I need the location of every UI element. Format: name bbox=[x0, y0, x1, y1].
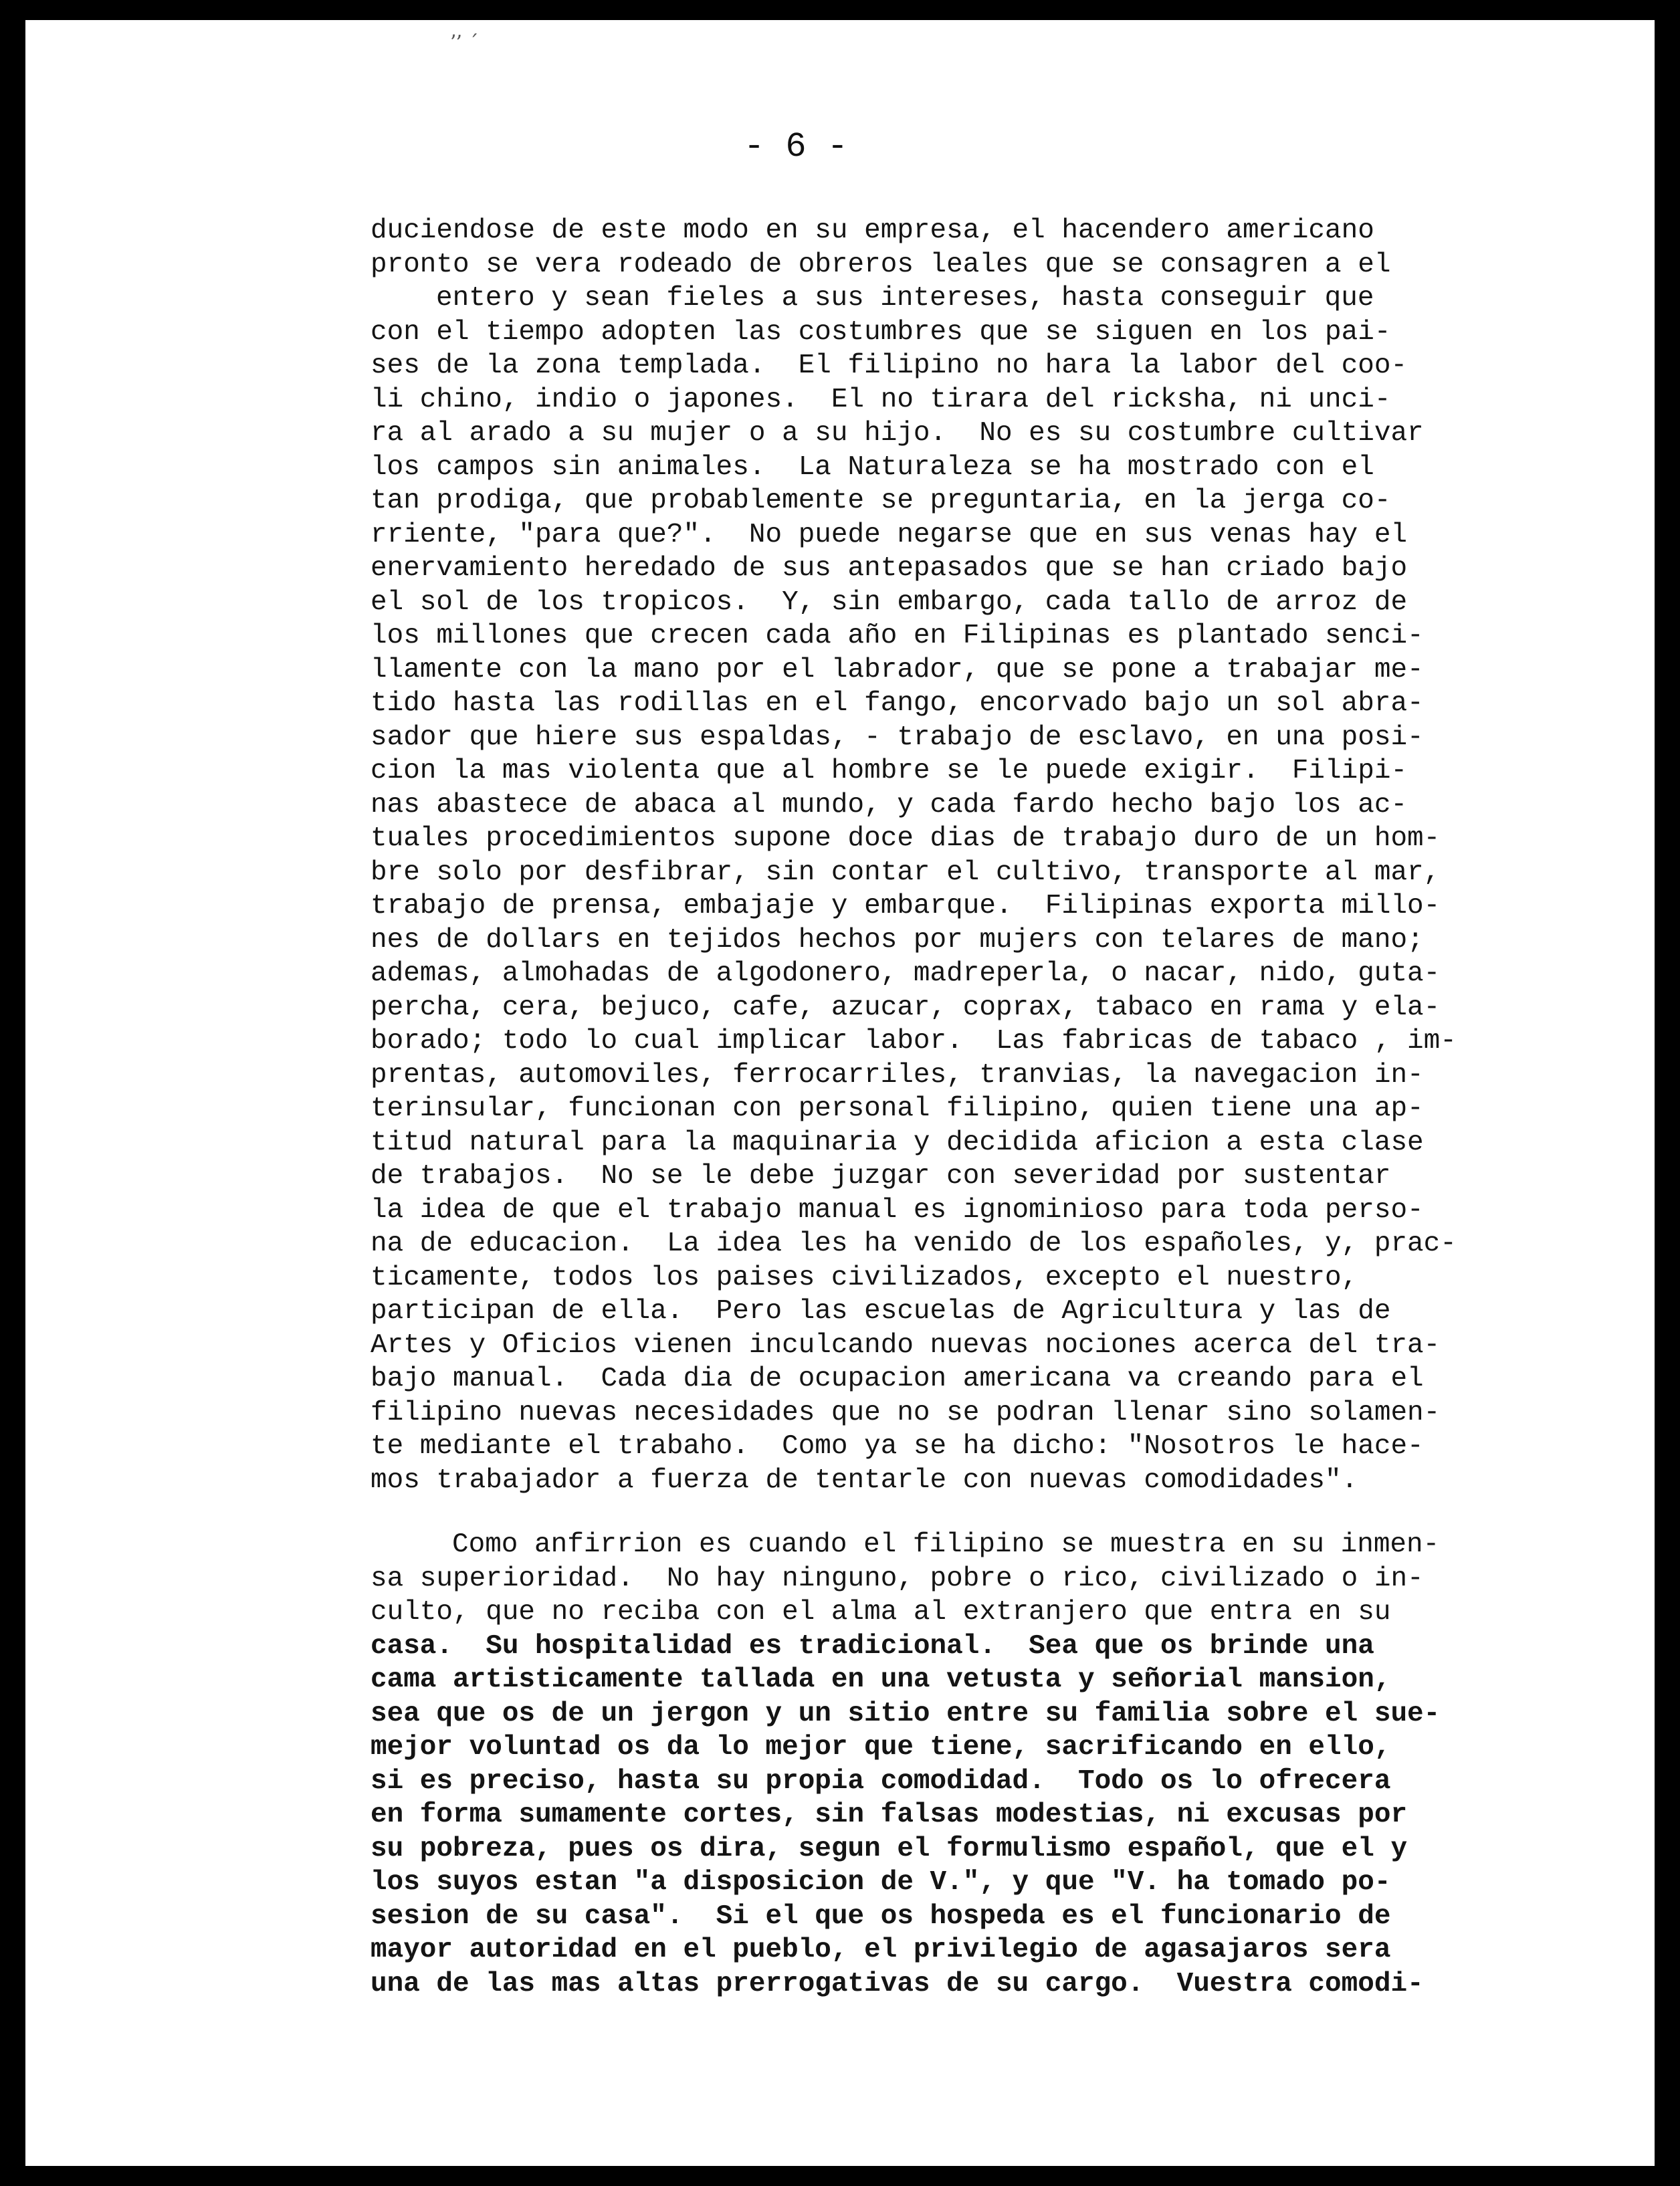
text-line: participan de ella. Pero las escuelas de Agricultura y las de bbox=[371, 1296, 1391, 1327]
text-line: enervamiento heredado de sus antepasados que se han criado bajo bbox=[371, 553, 1408, 584]
page-number: - 6 - bbox=[743, 127, 849, 167]
text-line: ademas, almohadas de algodonero, madreperla, o nacar, nido, guta- bbox=[371, 958, 1441, 989]
text-line: la idea de que el trabajo manual es ignominioso para toda perso- bbox=[371, 1194, 1424, 1226]
text-line: los campos sin animales. La Naturaleza se ha mostrado con el bbox=[371, 451, 1374, 483]
text-line: cama artisticamente tallada en una vetusta y señorial mansion, bbox=[371, 1664, 1391, 1695]
text-line: pronto se vera rodeado de obreros leales que se consagren a el bbox=[371, 249, 1391, 280]
text-line: el sol de los tropicos. Y, sin embargo, cada tallo de arroz de bbox=[371, 586, 1408, 618]
text-line: sesion de su casa". Si el que os hospeda es el funcionario de bbox=[371, 1900, 1391, 1932]
text-line: percha, cera, bejuco, cafe, azucar, coprax, tabaco en rama y ela- bbox=[371, 992, 1441, 1023]
text-line: una de las mas altas prerrogativas de su cargo. Vuestra comodi- bbox=[371, 1968, 1424, 1999]
text-line: ticamente, todos los paises civilizados, excepto el nuestro, bbox=[371, 1262, 1358, 1293]
text-line: terinsular, funcionan con personal filipino, quien tiene una ap- bbox=[371, 1093, 1424, 1124]
text-line: mayor autoridad en el pueblo, el privilegio de agasajaros sera bbox=[371, 1935, 1391, 1965]
paragraph-2 bbox=[371, 1528, 1467, 2001]
paper-mark: ʼ’ ˊ bbox=[449, 31, 479, 55]
text-line: nas abastece de abaca al mundo, y cada fardo hecho bajo los ac- bbox=[371, 789, 1408, 821]
text-line: duciendose de este modo en su empresa, el hacendero americano bbox=[371, 215, 1374, 246]
text-line: na de educacion. La idea les ha venido de los españoles, y, prac- bbox=[371, 1228, 1457, 1259]
text-line: sador que hiere sus espaldas, - trabajo de esclavo, en una posi- bbox=[371, 722, 1424, 753]
text-line: culto, que no reciba con el alma al extranjero que entra en su bbox=[371, 1597, 1391, 1628]
text-line: mejor voluntad os da lo mejor que tiene, sacrificando en ello, bbox=[371, 1732, 1391, 1763]
text-line: li chino, indio o japones. El no tirara del ricksha, ni unci- bbox=[371, 384, 1391, 415]
text-line: cion la mas violenta que al hombre se le puede exigir. Filipi- bbox=[371, 756, 1408, 786]
text-line: nes de dollars en tejidos hechos por mujers con telares de mano; bbox=[371, 924, 1424, 956]
text-line: ses de la zona templada. El filipino no hara la labor del coo- bbox=[371, 350, 1408, 381]
text-line: trabajo de prensa, embajaje y embarque. Filipinas exporta millo- bbox=[371, 891, 1441, 921]
text-line: bre solo por desfibrar, sin contar el cultivo, transporte al mar, bbox=[371, 857, 1441, 888]
text-line: sa superioridad. No hay ninguno, pobre o rico, civilizado o in- bbox=[371, 1563, 1424, 1594]
paragraph-1 bbox=[371, 214, 1467, 1497]
text-line: Artes y Oficios vienen inculcando nuevas nociones acerca del tra- bbox=[371, 1329, 1441, 1361]
text-line: bajo manual. Cada dia de ocupacion americana va creando para el bbox=[371, 1363, 1424, 1394]
text-line: entero y sean fieles a sus intereses, hasta conseguir que bbox=[436, 283, 1374, 314]
text-line: tan prodiga, que probablemente se preguntaria, en la jerga co- bbox=[371, 485, 1391, 516]
text-line: su pobreza, pues os dira, segun el formulismo español, que el y bbox=[371, 1833, 1408, 1864]
text-line: ra al arado a su mujer o a su hijo. No es su costumbre cultivar bbox=[371, 418, 1424, 449]
text-line: los suyos estan "a disposicion de V.", y que "V. ha tomado po- bbox=[371, 1867, 1391, 1898]
text-line: los millones que crecen cada año en Filipinas es plantado senci- bbox=[371, 621, 1424, 651]
text-line: sea que os de un jergon y un sitio entre su familia sobre el sue- bbox=[371, 1698, 1441, 1729]
text-line: mos trabajador a fuerza de tentarle con nuevas comodidades". bbox=[371, 1464, 1358, 1496]
text-line: titud natural para la maquinaria y decidida aficion a esta clase bbox=[371, 1127, 1424, 1158]
text-line: rriente, "para que?". No puede negarse que en sus venas hay el bbox=[371, 519, 1408, 550]
text-line: borado; todo lo cual implicar labor. Las fabricas de tabaco , im- bbox=[371, 1026, 1457, 1057]
text-line: filipino nuevas necesidades que no se podran llenar sino solamen- bbox=[371, 1397, 1441, 1428]
text-line: prentas, automoviles, ferrocarriles, tranvias, la navegacion in- bbox=[371, 1059, 1424, 1091]
text-line: casa. Su hospitalidad es tradicional. Sea que os brinde una bbox=[371, 1630, 1374, 1662]
text-line: te mediante el trabaho. Como ya se ha dicho: "Nosotros le hace- bbox=[371, 1431, 1424, 1462]
text-line: tuales procedimientos supone doce dias de trabajo duro de un hom- bbox=[371, 823, 1441, 854]
text-line: con el tiempo adopten las costumbres que se siguen en los pai- bbox=[371, 316, 1391, 348]
text-line: si es preciso, hasta su propia comodidad. Todo os lo ofrecera bbox=[371, 1765, 1391, 1797]
text-line: llamente con la mano por el labrador, que se pone a trabajar me- bbox=[371, 654, 1424, 685]
text-line: tido hasta las rodillas en el fango, encorvado bajo un sol abra- bbox=[371, 688, 1424, 719]
text-line: en forma sumamente cortes, sin falsas modestias, ni excusas por bbox=[371, 1799, 1408, 1830]
text-line: de trabajos. No se le debe juzgar con severidad por sustentar bbox=[371, 1161, 1391, 1192]
text-line: Como anfirrion es cuando el filipino se muestra en su inmen- bbox=[452, 1529, 1440, 1560]
